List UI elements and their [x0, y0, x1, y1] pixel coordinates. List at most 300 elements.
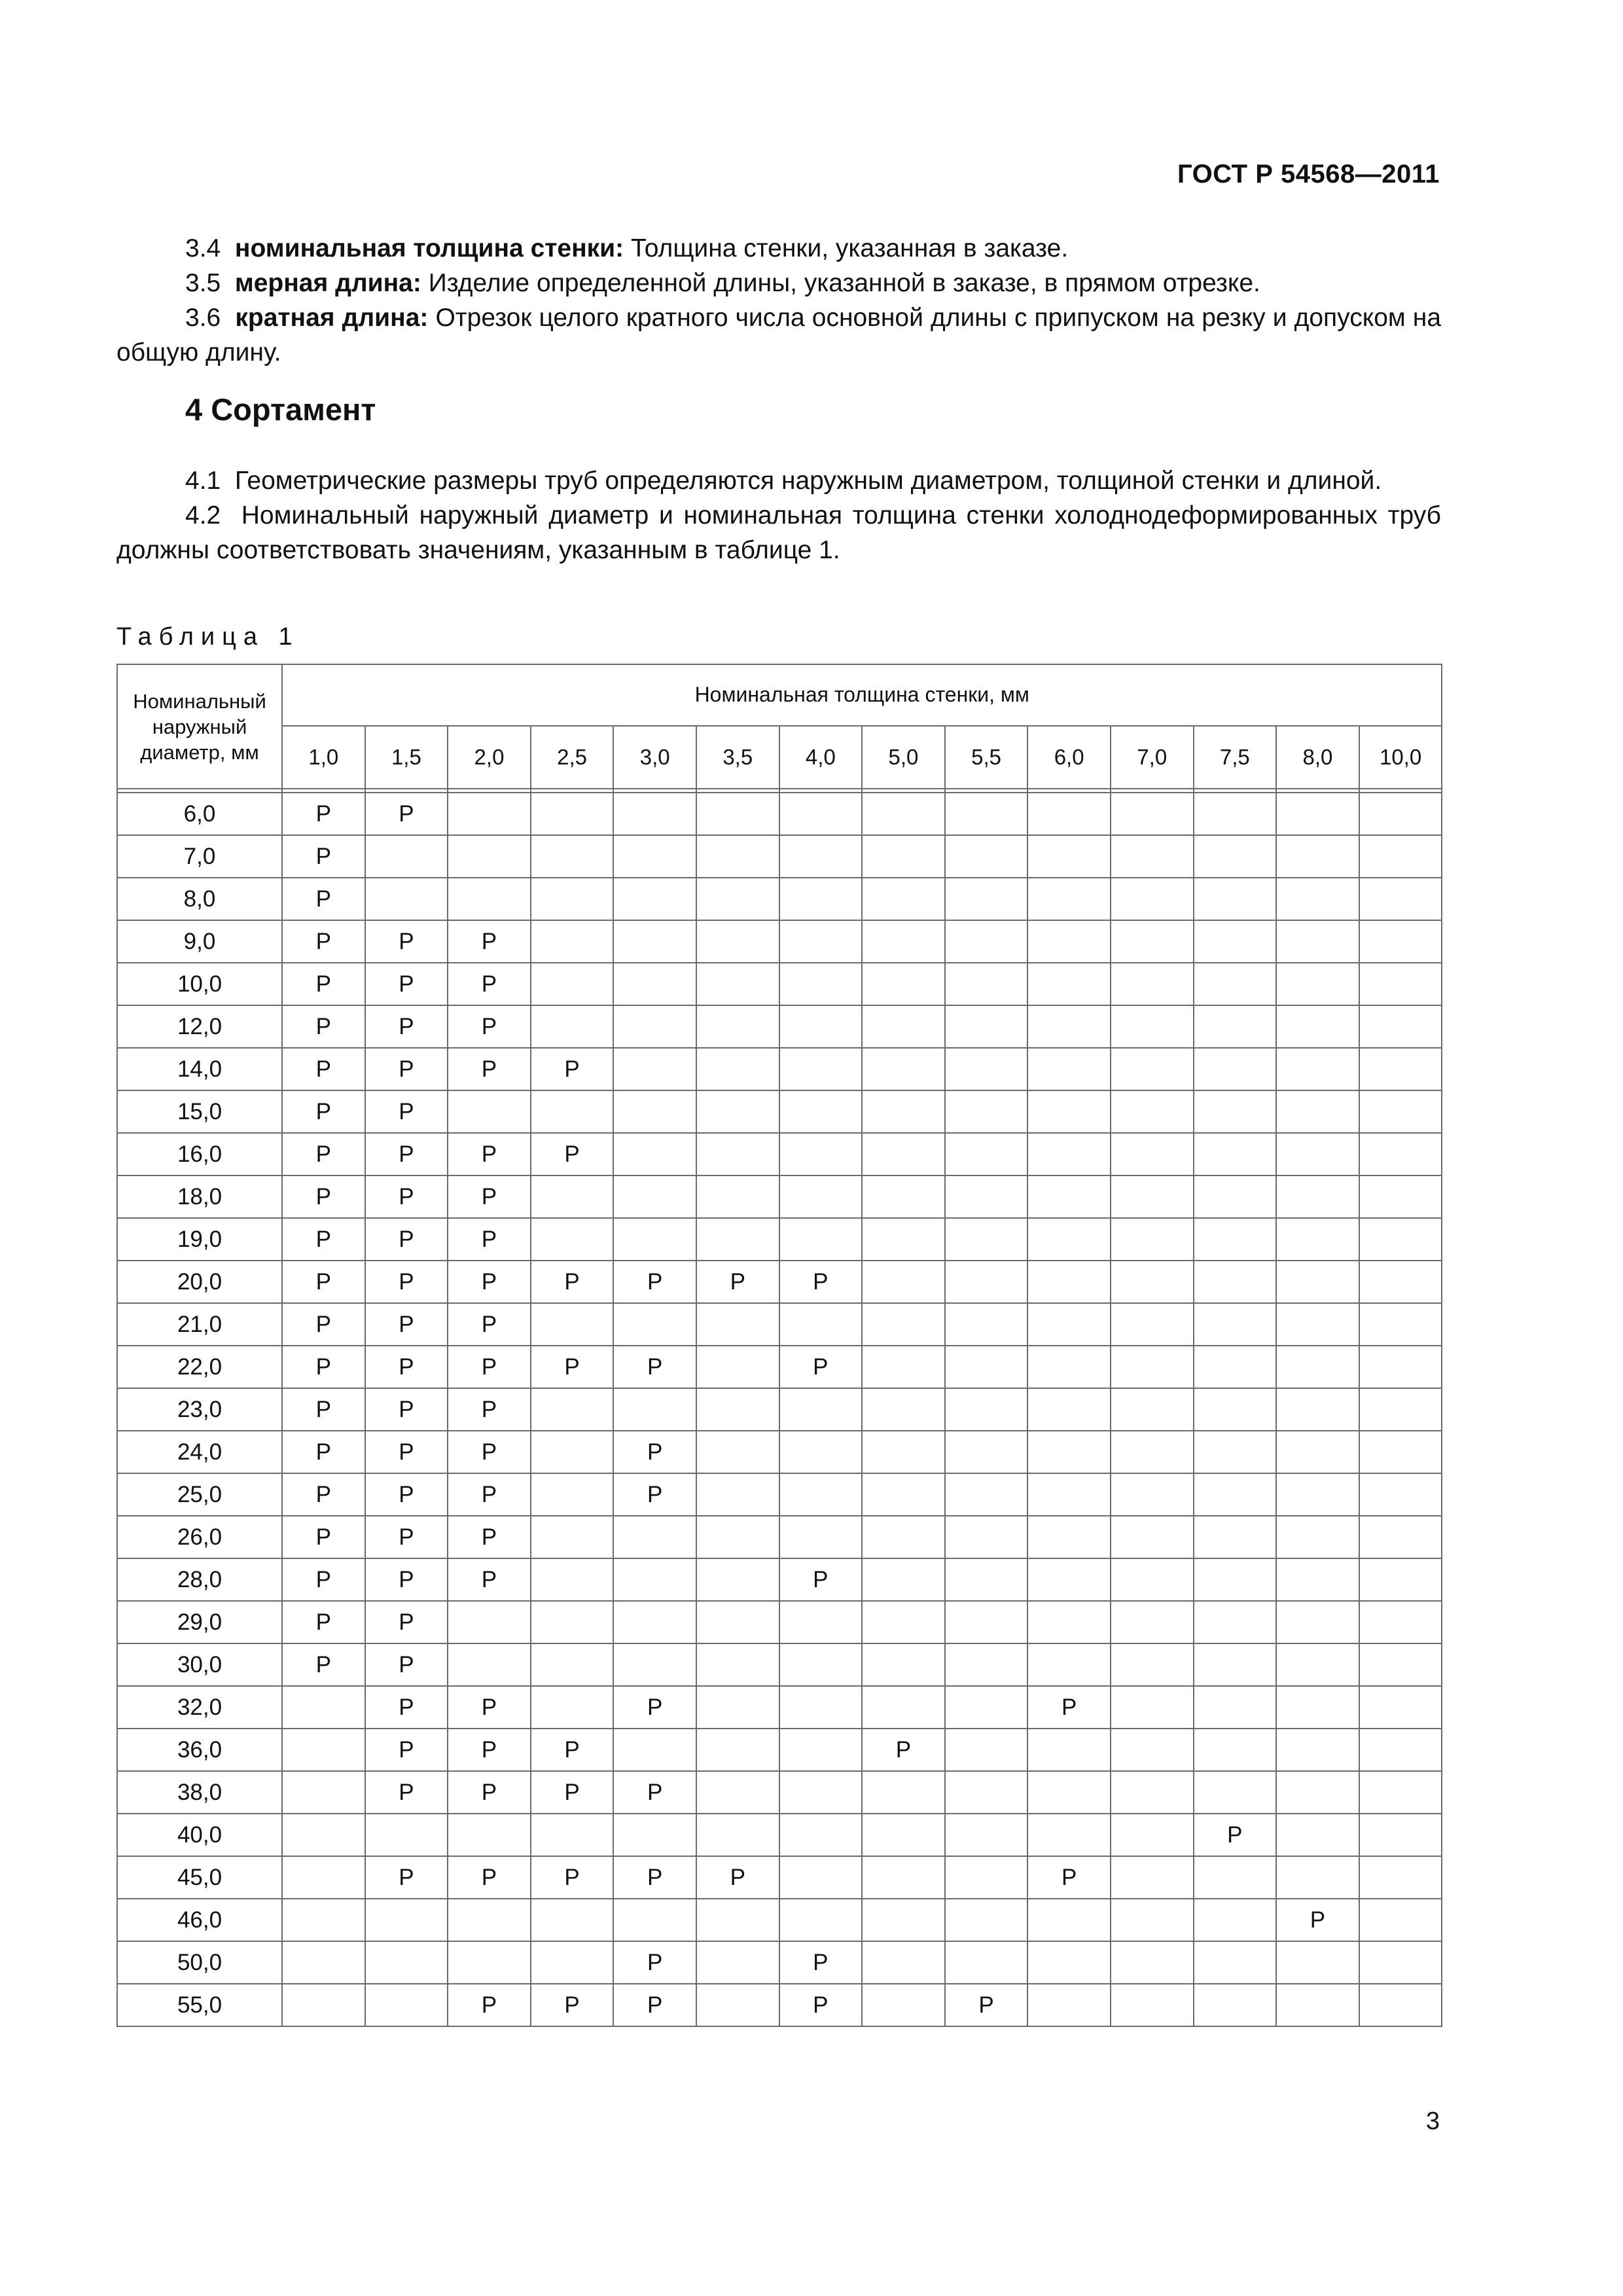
sortament-table — [116, 664, 1442, 2027]
term-number: 3.4 — [185, 234, 221, 262]
availability-cell — [1276, 1175, 1359, 1218]
availability-cell — [1027, 793, 1111, 835]
availability-cell — [1359, 1643, 1442, 1686]
availability-cell: Р — [613, 1686, 696, 1729]
table-row — [117, 1048, 1442, 1090]
availability-cell — [1359, 1899, 1442, 1941]
availability-cell — [1359, 920, 1442, 963]
availability-cell — [1194, 1346, 1277, 1388]
diameter-cell: 29,0 — [117, 1601, 282, 1643]
diameter-cell: 20,0 — [117, 1261, 282, 1303]
availability-cell — [779, 1814, 863, 1856]
availability-cell — [945, 793, 1028, 835]
availability-cell — [282, 1856, 365, 1899]
availability-cell — [696, 1771, 779, 1814]
diameter-cell: 6,0 — [117, 793, 282, 835]
availability-cell — [779, 1729, 863, 1771]
availability-cell — [1027, 1133, 1111, 1175]
availability-cell: Р — [365, 1218, 448, 1261]
availability-cell — [1027, 1558, 1111, 1601]
availability-cell — [696, 1303, 779, 1346]
term-3-6 — [116, 300, 1441, 370]
availability-cell: Р — [448, 1686, 531, 1729]
availability-cell — [1027, 1005, 1111, 1048]
availability-cell — [1359, 1048, 1442, 1090]
thickness-column-header: 8,0 — [1276, 726, 1359, 789]
sortament-paragraphs — [116, 463, 1441, 567]
availability-cell — [779, 1431, 863, 1473]
availability-cell: Р — [365, 1388, 448, 1431]
availability-cell — [779, 1175, 863, 1218]
availability-cell — [862, 1473, 945, 1516]
availability-cell — [945, 1133, 1028, 1175]
availability-cell — [1027, 1090, 1111, 1133]
availability-cell — [862, 963, 945, 1005]
term-name: номинальная толщина стенки: — [234, 234, 624, 262]
availability-cell — [1194, 835, 1277, 878]
availability-cell — [945, 1090, 1028, 1133]
availability-cell — [1276, 793, 1359, 835]
availability-cell — [1359, 1984, 1442, 2026]
availability-cell — [1111, 1814, 1194, 1856]
availability-cell — [365, 1814, 448, 1856]
availability-cell — [779, 1303, 863, 1346]
thickness-column-header: 6,0 — [1027, 726, 1111, 789]
availability-cell: Р — [448, 1558, 531, 1601]
availability-cell — [945, 1558, 1028, 1601]
availability-cell: Р — [613, 1261, 696, 1303]
availability-cell: Р — [365, 1431, 448, 1473]
table-body — [117, 789, 1442, 2026]
availability-cell — [1359, 1941, 1442, 1984]
table-row — [117, 1133, 1442, 1175]
availability-cell: Р — [448, 1516, 531, 1558]
availability-cell — [862, 1431, 945, 1473]
availability-cell: Р — [779, 1346, 863, 1388]
availability-cell: Р — [613, 1431, 696, 1473]
availability-cell: Р — [613, 1856, 696, 1899]
availability-cell — [613, 1090, 696, 1133]
availability-cell — [862, 920, 945, 963]
availability-cell: Р — [365, 1516, 448, 1558]
availability-cell — [282, 1814, 365, 1856]
availability-cell — [862, 1601, 945, 1643]
availability-cell — [1359, 963, 1442, 1005]
availability-cell — [1027, 1388, 1111, 1431]
diameter-cell: 38,0 — [117, 1771, 282, 1814]
thickness-column-header: 3,5 — [696, 726, 779, 789]
availability-cell — [696, 1941, 779, 1984]
availability-cell: Р — [613, 1473, 696, 1516]
availability-cell — [613, 1899, 696, 1941]
availability-cell — [1111, 878, 1194, 920]
availability-cell — [1111, 1005, 1194, 1048]
diameter-cell: 32,0 — [117, 1686, 282, 1729]
availability-cell — [1194, 1048, 1277, 1090]
availability-cell — [945, 1473, 1028, 1516]
availability-cell — [1027, 1899, 1111, 1941]
availability-cell — [448, 793, 531, 835]
thickness-column-header: 2,0 — [448, 726, 531, 789]
availability-cell — [1194, 1984, 1277, 2026]
table-row — [117, 1346, 1442, 1388]
availability-cell: Р — [531, 1261, 614, 1303]
availability-cell — [779, 1388, 863, 1431]
availability-cell: Р — [365, 1473, 448, 1516]
availability-cell — [1111, 1473, 1194, 1516]
paragraph-4-2 — [116, 498, 1441, 567]
availability-cell: Р — [779, 1984, 863, 2026]
terms-block — [116, 231, 1441, 370]
availability-cell — [945, 1856, 1028, 1899]
availability-cell — [1359, 1431, 1442, 1473]
availability-cell — [1111, 1601, 1194, 1643]
availability-cell — [696, 1686, 779, 1729]
availability-cell: Р — [945, 1984, 1028, 2026]
term-3-5 — [116, 266, 1441, 300]
availability-cell — [531, 1941, 614, 1984]
thickness-column-header: 4,0 — [779, 726, 863, 789]
availability-cell: Р — [696, 1856, 779, 1899]
availability-cell: Р — [448, 1303, 531, 1346]
availability-cell: Р — [448, 1346, 531, 1388]
table-row — [117, 1388, 1442, 1431]
availability-cell — [613, 1218, 696, 1261]
availability-cell — [862, 1005, 945, 1048]
availability-cell — [613, 793, 696, 835]
availability-cell: Р — [282, 1303, 365, 1346]
availability-cell — [696, 1729, 779, 1771]
availability-cell — [1194, 1686, 1277, 1729]
diameter-cell: 12,0 — [117, 1005, 282, 1048]
availability-cell: Р — [448, 1261, 531, 1303]
availability-cell — [1194, 1601, 1277, 1643]
availability-cell — [613, 1516, 696, 1558]
availability-cell — [531, 878, 614, 920]
table-row — [117, 1090, 1442, 1133]
table-row — [117, 1005, 1442, 1048]
table-row — [117, 963, 1442, 1005]
availability-cell — [1276, 1218, 1359, 1261]
availability-cell — [862, 1516, 945, 1558]
availability-cell — [1359, 1473, 1442, 1516]
availability-cell — [945, 1388, 1028, 1431]
paragraph-4-1 — [116, 463, 1441, 498]
availability-cell: Р — [365, 1643, 448, 1686]
availability-cell — [779, 920, 863, 963]
table-row — [117, 1558, 1442, 1601]
availability-cell: Р — [862, 1729, 945, 1771]
availability-cell: Р — [282, 963, 365, 1005]
availability-cell: Р — [365, 793, 448, 835]
table-row — [117, 1175, 1442, 1218]
availability-cell: Р — [365, 1558, 448, 1601]
availability-cell — [945, 835, 1028, 878]
paragraph-number: 4.1 — [185, 467, 221, 495]
availability-cell — [1027, 1048, 1111, 1090]
availability-cell — [779, 1473, 863, 1516]
diameter-cell: 9,0 — [117, 920, 282, 963]
availability-cell: Р — [613, 1941, 696, 1984]
availability-cell — [862, 1048, 945, 1090]
availability-cell — [531, 1388, 614, 1431]
availability-cell — [1276, 1048, 1359, 1090]
diameter-cell: 30,0 — [117, 1643, 282, 1686]
availability-cell — [945, 1005, 1028, 1048]
availability-cell — [1276, 1090, 1359, 1133]
availability-cell — [531, 1516, 614, 1558]
availability-cell — [779, 1048, 863, 1090]
table-row — [117, 1601, 1442, 1643]
availability-cell — [1276, 1473, 1359, 1516]
availability-cell — [1111, 835, 1194, 878]
availability-cell — [1111, 1558, 1194, 1601]
paragraph-number: 4.2 — [185, 501, 221, 529]
availability-cell: Р — [1194, 1814, 1277, 1856]
document-code: ГОСТ Р 54568—2011 — [1177, 160, 1440, 188]
availability-cell — [696, 1005, 779, 1048]
table-row — [117, 1303, 1442, 1346]
availability-cell — [696, 1814, 779, 1856]
availability-cell: Р — [282, 1388, 365, 1431]
thickness-column-headers — [117, 726, 1442, 789]
availability-cell — [365, 1899, 448, 1941]
availability-cell — [1276, 920, 1359, 963]
availability-cell: Р — [779, 1558, 863, 1601]
paragraph-text: Геометрические размеры труб определяются наружным диаметром, толщиной стенки и длиной. — [234, 467, 1382, 495]
availability-cell — [1194, 1899, 1277, 1941]
availability-cell — [448, 1090, 531, 1133]
availability-cell — [862, 1771, 945, 1814]
availability-cell — [1276, 835, 1359, 878]
availability-cell — [1276, 1814, 1359, 1856]
availability-cell — [696, 1558, 779, 1601]
table-row — [117, 793, 1442, 835]
availability-cell — [531, 1899, 614, 1941]
availability-cell — [696, 1516, 779, 1558]
availability-cell — [1359, 1388, 1442, 1431]
availability-cell — [448, 1814, 531, 1856]
availability-cell — [613, 1558, 696, 1601]
availability-cell — [1276, 1303, 1359, 1346]
availability-cell: Р — [282, 1346, 365, 1388]
availability-cell: Р — [531, 1984, 614, 2026]
availability-cell: Р — [282, 1090, 365, 1133]
paragraph-text: Номинальный наружный диаметр и номинальная толщина стенки холоднодеформированных труб должны соответствовать значениям, указанным в таблице 1. — [116, 501, 1441, 564]
availability-cell: Р — [531, 1856, 614, 1899]
availability-cell: Р — [282, 1005, 365, 1048]
availability-cell — [1194, 963, 1277, 1005]
table-row — [117, 878, 1442, 920]
availability-cell: Р — [365, 1261, 448, 1303]
thickness-column-header: 7,5 — [1194, 726, 1277, 789]
availability-cell — [1359, 1601, 1442, 1643]
availability-cell: Р — [531, 1048, 614, 1090]
availability-cell — [945, 1771, 1028, 1814]
availability-cell — [779, 878, 863, 920]
availability-cell: Р — [282, 920, 365, 963]
diameter-cell: 36,0 — [117, 1729, 282, 1771]
availability-cell — [613, 1643, 696, 1686]
availability-cell: Р — [1276, 1899, 1359, 1941]
availability-cell — [1276, 1686, 1359, 1729]
availability-cell: Р — [531, 1771, 614, 1814]
availability-cell — [696, 1048, 779, 1090]
availability-cell — [1111, 1303, 1194, 1346]
availability-cell — [1111, 1941, 1194, 1984]
availability-cell: Р — [448, 1771, 531, 1814]
availability-cell — [862, 1643, 945, 1686]
diameter-cell: 15,0 — [117, 1090, 282, 1133]
availability-cell — [945, 1899, 1028, 1941]
table-row — [117, 1729, 1442, 1771]
availability-cell — [282, 1729, 365, 1771]
availability-cell — [1027, 835, 1111, 878]
term-name: кратная длина: — [235, 304, 429, 332]
availability-cell — [613, 835, 696, 878]
availability-cell: Р — [282, 1516, 365, 1558]
availability-cell — [1027, 878, 1111, 920]
diameter-cell: 21,0 — [117, 1303, 282, 1346]
table-row — [117, 1516, 1442, 1558]
availability-cell — [613, 1814, 696, 1856]
diameter-cell: 50,0 — [117, 1941, 282, 1984]
availability-cell — [1276, 1005, 1359, 1048]
availability-cell: Р — [365, 963, 448, 1005]
availability-cell: Р — [365, 1005, 448, 1048]
availability-cell — [448, 878, 531, 920]
thickness-column-header: 2,5 — [531, 726, 614, 789]
availability-cell: Р — [448, 1388, 531, 1431]
table-row — [117, 1473, 1442, 1516]
availability-cell: Р — [448, 1218, 531, 1261]
availability-cell — [1027, 1218, 1111, 1261]
thickness-column-header: 3,0 — [613, 726, 696, 789]
availability-cell — [531, 1431, 614, 1473]
availability-cell — [862, 793, 945, 835]
availability-cell — [1194, 1729, 1277, 1771]
table-row — [117, 1771, 1442, 1814]
availability-cell — [862, 1218, 945, 1261]
diameter-cell: 7,0 — [117, 835, 282, 878]
availability-cell — [1276, 1729, 1359, 1771]
availability-cell — [696, 1175, 779, 1218]
term-3-4 — [116, 231, 1441, 266]
availability-cell — [1359, 1303, 1442, 1346]
term-name: мерная длина: — [234, 269, 421, 297]
availability-cell — [1194, 1516, 1277, 1558]
availability-cell — [862, 1261, 945, 1303]
availability-cell — [1359, 1133, 1442, 1175]
availability-cell — [945, 878, 1028, 920]
availability-cell — [1359, 1090, 1442, 1133]
availability-cell — [1027, 1941, 1111, 1984]
availability-cell — [1111, 1175, 1194, 1218]
availability-cell — [862, 1686, 945, 1729]
diameter-cell: 40,0 — [117, 1814, 282, 1856]
availability-cell — [1111, 1090, 1194, 1133]
availability-cell — [531, 1005, 614, 1048]
availability-cell: Р — [365, 1856, 448, 1899]
section-title: 4 Сортамент — [185, 392, 376, 427]
availability-cell — [1359, 1686, 1442, 1729]
availability-cell — [862, 1558, 945, 1601]
availability-cell — [1359, 1005, 1442, 1048]
availability-cell — [862, 878, 945, 920]
thickness-column-header: 5,0 — [862, 726, 945, 789]
availability-cell — [531, 793, 614, 835]
availability-cell — [1194, 1133, 1277, 1175]
availability-cell: Р — [282, 1175, 365, 1218]
table-row — [117, 1941, 1442, 1984]
availability-cell — [531, 1643, 614, 1686]
page-number: 3 — [1425, 2108, 1440, 2135]
availability-cell — [1359, 1218, 1442, 1261]
availability-cell — [1027, 1175, 1111, 1218]
availability-cell — [448, 1941, 531, 1984]
availability-cell — [1027, 1771, 1111, 1814]
table-row — [117, 1856, 1442, 1899]
availability-cell — [945, 1601, 1028, 1643]
availability-cell — [1194, 1856, 1277, 1899]
availability-cell — [945, 1431, 1028, 1473]
availability-cell — [1111, 1388, 1194, 1431]
table-row — [117, 1431, 1442, 1473]
availability-cell — [1359, 793, 1442, 835]
table-row — [117, 1218, 1442, 1261]
availability-cell — [1194, 1558, 1277, 1601]
availability-cell — [531, 1175, 614, 1218]
availability-cell — [1359, 1175, 1442, 1218]
availability-cell — [1111, 1643, 1194, 1686]
availability-cell — [365, 1941, 448, 1984]
table-row — [117, 920, 1442, 963]
availability-cell — [1111, 1899, 1194, 1941]
availability-cell — [696, 835, 779, 878]
availability-cell — [779, 1601, 863, 1643]
availability-cell — [862, 1941, 945, 1984]
availability-cell — [779, 1771, 863, 1814]
availability-cell — [613, 1388, 696, 1431]
availability-cell — [696, 1984, 779, 2026]
availability-cell — [531, 963, 614, 1005]
availability-cell — [613, 920, 696, 963]
availability-cell — [1194, 1643, 1277, 1686]
availability-cell — [862, 1984, 945, 2026]
diameter-cell: 23,0 — [117, 1388, 282, 1431]
table-row — [117, 1814, 1442, 1856]
availability-cell — [531, 1686, 614, 1729]
availability-cell: Р — [613, 1346, 696, 1388]
availability-cell — [945, 1643, 1028, 1686]
availability-cell — [1194, 1261, 1277, 1303]
availability-cell: Р — [531, 1133, 614, 1175]
availability-cell — [1359, 1771, 1442, 1814]
availability-cell — [1194, 1303, 1277, 1346]
availability-cell — [531, 835, 614, 878]
availability-cell — [696, 1431, 779, 1473]
term-definition: Толщина стенки, указанная в заказе. — [630, 234, 1069, 262]
availability-cell — [1276, 878, 1359, 920]
availability-cell: Р — [282, 1133, 365, 1175]
availability-cell — [1194, 1005, 1277, 1048]
availability-cell — [945, 1261, 1028, 1303]
availability-cell — [696, 1218, 779, 1261]
table-row — [117, 1686, 1442, 1729]
availability-cell: Р — [448, 1048, 531, 1090]
term-definition: Отрезок целого кратного числа основной длины с припуском на резку и допуском на общую длину. — [116, 304, 1442, 367]
thickness-column-header: 1,5 — [365, 726, 448, 789]
